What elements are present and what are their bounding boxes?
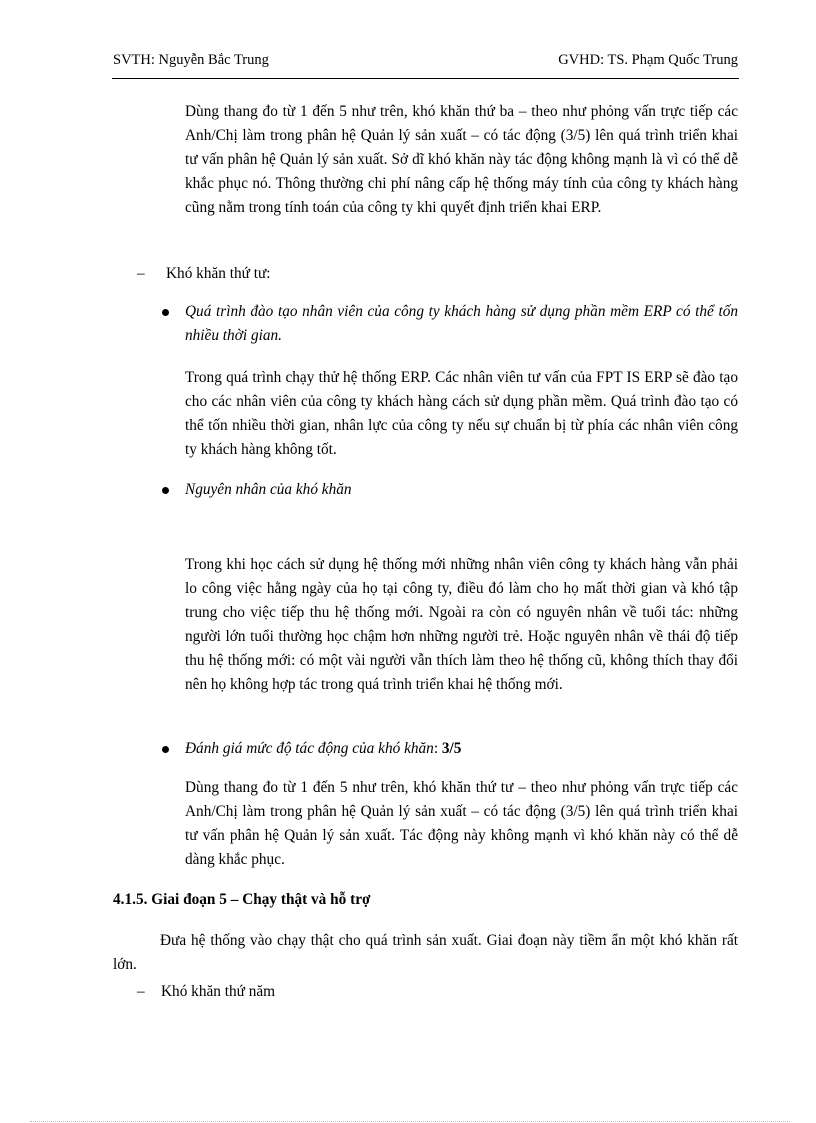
paragraph-impact-3: Dùng thang đo từ 1 đến 5 như trên, khó khăn thứ ba – theo như phỏng vấn trực tiếp các Anh/Chị làm trong phân hệ Quản lý sản xuất – có tác động (3/5) lên quá trình triển khai tư vấn phân hệ Quản lý sản xuất. Sở dĩ khó khăn này tác động không mạnh là vì có thể dễ khắc phục nó. Thông thường chi phí nâng cấp hệ thống máy tính của công ty khách hàng cũng nằm trong tính toán của công ty khi quyết định triển khai ERP.: [185, 103, 738, 216]
difficulty-4-heading: Khó khăn thứ tư:: [166, 265, 271, 282]
dash-bullet: –: [137, 265, 145, 282]
bullet-icon: [162, 309, 169, 316]
bullet-impact-assessment: [185, 737, 738, 761]
impact-label: Đánh giá mức độ tác động của khó khăn: [185, 740, 434, 757]
bullet-icon: [162, 487, 169, 494]
difficulty-5-heading: Khó khăn thứ năm: [161, 983, 276, 1000]
paragraph-training: Trong quá trình chạy thử hệ thống ERP. Các nhân viên tư vấn của FPT IS ERP sẽ đào tạo cho các nhân viên của công ty khách hàng cách sử dụng phần mềm. Quá trình đào tạo có thể tốn nhiều thời gian, nhân lực của công ty nếu sự chuẩn bị từ phía các nhân viên công ty khách hàng không tốt.: [185, 369, 738, 458]
paragraph-impact-4: Dùng thang đo từ 1 đến 5 như trên, khó khăn thứ tư – theo như phỏng vấn trực tiếp các Anh/Chị làm trong phân hệ Quản lý sản xuất – có tác động (3/5) lên quá trình triển khai tư vấn phân hệ Quản lý sản xuất. Tác động này không mạnh vì khó khăn này có thể dễ dàng khắc phục.: [185, 779, 738, 868]
bullet-cause: Nguyên nhân của khó khăn: [185, 481, 352, 498]
header-supervisor: GVHD: TS. Phạm Quốc Trung: [558, 52, 738, 68]
paragraph-cause: Trong khi học cách sử dụng hệ thống mới những nhân viên công ty khách hàng vẫn phải lo công việc hằng ngày của họ tại công ty, điều đó làm cho họ mất thời gian và khó tập trung cho việc tiếp thu hệ thống mới. Ngoài ra còn có nguyên nhân về tuổi tác: những người lớn tuổi thường học chậm hơn những người trẻ. Hoặc nguyên nhân về thái độ tiếp thu hệ thống mới: có một vài người vẫn thích làm theo hệ thống cũ, không thích thay đổi nên họ không hợp tác trong quá trình triển khai hệ thống mới.: [185, 556, 738, 693]
bullet-training-time: Quá trình đào tạo nhân viên của công ty khách hàng sử dụng phần mềm ERP có thể tốn nhiều thời gian.: [185, 303, 738, 344]
paragraph-stage-5: Đưa hệ thống vào chạy thật cho quá trình sản xuất. Giai đoạn này tiềm ẩn một khó khăn rất lớn.: [113, 932, 738, 973]
header-rule: [112, 78, 739, 79]
dash-bullet: –: [137, 983, 145, 1000]
impact-colon: :: [433, 740, 439, 757]
header-student: SVTH: Nguyễn Bắc Trung: [113, 52, 269, 68]
page-header: [113, 52, 738, 69]
section-heading-4-1-5: 4.1.5. Giai đoạn 5 – Chạy thật và hỗ trợ: [113, 891, 371, 908]
bullet-icon: [162, 746, 169, 753]
page-bottom-edge: [30, 1121, 790, 1122]
impact-score: 3/5: [441, 740, 462, 757]
